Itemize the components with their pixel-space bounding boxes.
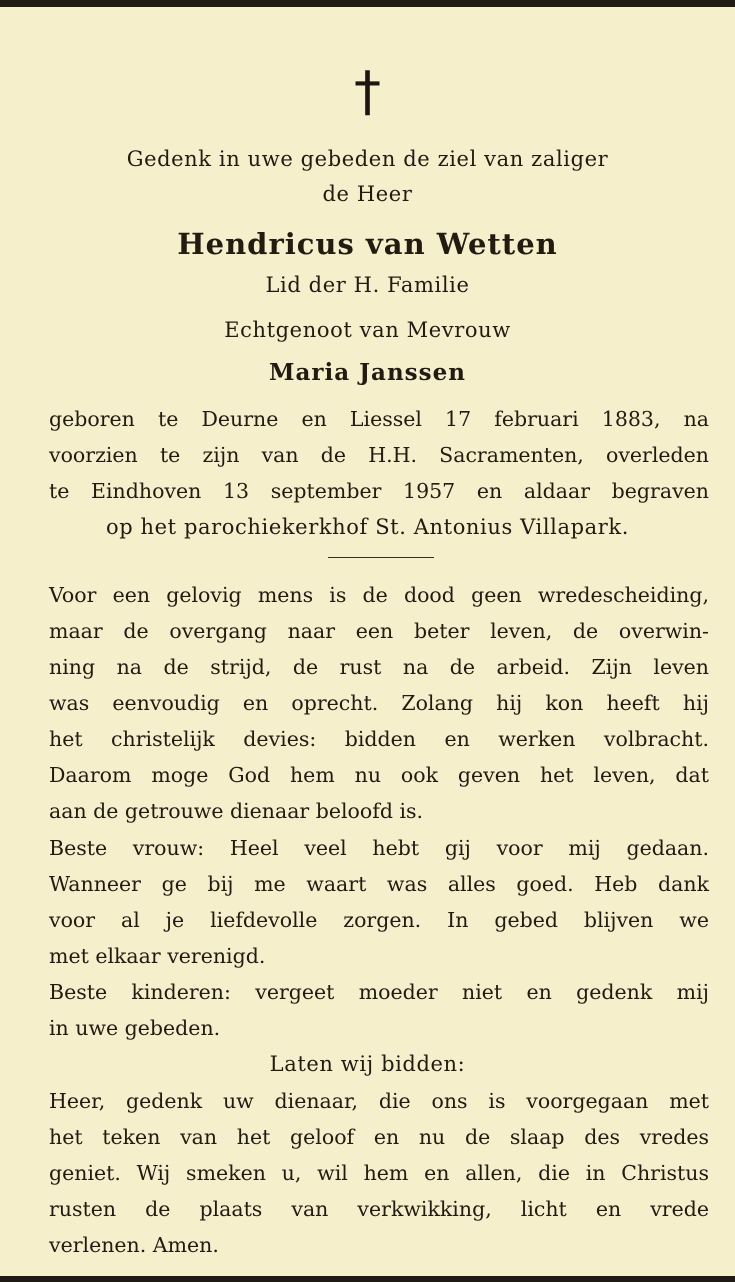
text-line: het christelijk devies: bidden en werken volbracht. — [49, 727, 709, 751]
text-line: ning na de strijd, de rust na de arbeid. Zijn leven — [49, 655, 709, 679]
prayer-line: geniet. Wij smeken u, wil hem en allen, die in Christus — [49, 1161, 709, 1185]
text-line: Beste vrouw: Heel veel hebt gij voor mij gedaan. — [49, 836, 709, 860]
header-line-2: de Heer — [322, 182, 413, 206]
biography-line-4: op het parochiekerkhof St. Antonius Villapark. — [105, 515, 630, 539]
text-line: met elkaar verenigd. — [49, 944, 266, 968]
text-line: aan de getrouwe dienaar beloofd is. — [49, 799, 424, 823]
text-line: in uwe gebeden. — [49, 1016, 221, 1040]
divider — [328, 557, 434, 558]
text-line: Daarom moge God hem nu ook geven het leven, dat — [49, 763, 709, 787]
text-line: maar de overgang naar een beter leven, de overwin- — [49, 619, 709, 643]
spouse-intro: Echtgenoot van Mevrouw — [224, 318, 511, 342]
prayer-title: Laten wij bidden: — [269, 1052, 466, 1076]
prayer-line: rusten de plaats van verkwikking, licht en vrede — [49, 1197, 709, 1221]
text-line: Wanneer ge bij me waart was alles goed. Heb dank — [49, 872, 709, 896]
prayer-line: het teken van het geloof en nu de slaap des vredes — [49, 1125, 709, 1149]
prayer-line: verlenen. Amen. — [49, 1233, 219, 1257]
biography-line-3: te Eindhoven 13 september 1957 en aldaar begraven — [49, 479, 709, 503]
text-line: Beste kinderen: vergeet moeder niet en gedenk mij — [49, 980, 709, 1004]
header-line-1: Gedenk in uwe gebeden de ziel van zaliger — [126, 147, 609, 171]
text-line: voor al je liefdevolle zorgen. In gebed blijven we — [49, 908, 709, 932]
spouse-name: Maria Janssen — [269, 359, 466, 386]
biography-line-2: voorzien te zijn van de H.H. Sacramenten, overleden — [49, 443, 709, 467]
text-line: Voor een gelovig mens is de dood geen wredescheiding, — [49, 583, 709, 607]
deceased-name: Hendricus van Wetten — [177, 227, 558, 261]
prayer-line: Heer, gedenk uw dienaar, die ons is voorgegaan met — [49, 1089, 709, 1113]
text-line: was eenvoudig en oprecht. Zolang hij kon heeft hij — [49, 691, 709, 715]
cross-icon: † — [354, 60, 381, 123]
biography-line-1: geboren te Deurne en Liessel 17 februari 1883, na — [49, 407, 709, 431]
membership: Lid der H. Familie — [265, 273, 470, 297]
